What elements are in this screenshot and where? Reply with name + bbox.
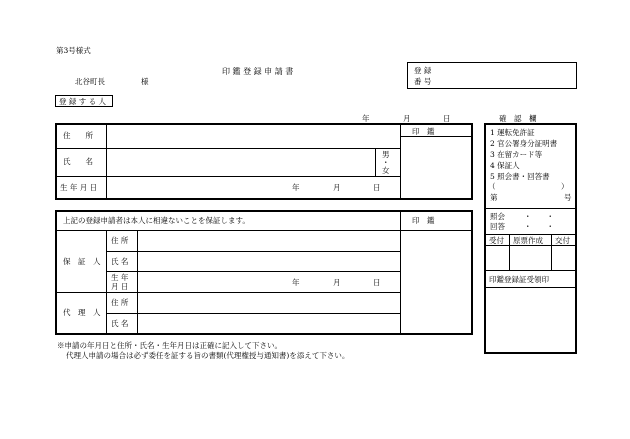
guarantor-birth-label-1: 生 年	[111, 273, 129, 282]
receipt-label: 受付	[489, 236, 504, 245]
applicant-birth-year: 年	[292, 183, 300, 192]
paren-close: ）	[561, 182, 569, 191]
inquiry-dots: ・ ・	[524, 212, 554, 221]
guarantor-name-label: 氏 名	[111, 257, 129, 266]
applicant-birth-month: 月	[333, 183, 341, 192]
guarantor-birth-label-2: 月 日	[111, 282, 129, 291]
agent-address-label: 住 所	[111, 298, 129, 307]
guarantor-seal-label: 印 鑑	[412, 216, 435, 225]
applicant-seal-label: 印 鑑	[412, 127, 435, 136]
card-receipt-label: 印鑑登録証受領印	[489, 275, 549, 284]
answer-label: 回答	[490, 222, 505, 231]
confirmation-item-5: 5 照会書・回答書	[490, 172, 550, 181]
number-go: 号	[564, 193, 572, 202]
confirmation-item-1: 1 運転免許証	[490, 128, 535, 137]
date-month: 月	[403, 114, 411, 123]
sex-female: 女	[382, 166, 390, 175]
applicant-birth-label: 生 年 月 日	[60, 183, 98, 192]
guarantor-label: 保 証 人	[63, 257, 101, 266]
form-title: 印 鑑 登 録 申 請 書	[222, 67, 294, 76]
delivery-label: 交付	[555, 236, 570, 245]
number-dai: 第	[490, 193, 498, 202]
addressee-suffix: 様	[141, 77, 149, 86]
guarantor-birth-year: 年	[292, 278, 300, 287]
guarantor-birth-month: 月	[333, 278, 341, 287]
agent-label: 代 理 人	[63, 308, 101, 317]
paren-open: （	[488, 182, 496, 191]
registrant-label-box	[55, 95, 113, 107]
applicant-name-label: 氏 名	[63, 157, 93, 166]
addressee-name: 北谷町長	[75, 77, 105, 86]
guarantor-address-label: 住 所	[111, 236, 129, 245]
registration-label-2: 番 号	[414, 77, 432, 86]
note-2: 代理人申請の場合は必ず委任を証する旨の書類(代理権授与通知書)を添えて下さい。	[66, 351, 350, 360]
date-year: 年	[362, 114, 370, 123]
form-number: 第3号様式	[56, 46, 91, 55]
registration-label-1: 登 録	[414, 66, 432, 75]
confirmation-item-3: 3 在留カード等	[490, 150, 543, 159]
sex-male: 男	[382, 150, 390, 159]
agent-name-label: 氏 名	[111, 319, 129, 328]
guarantee-statement: 上記の登録申請者は本人に相違ないことを保証します。	[63, 216, 250, 225]
guarantor-birth-day: 日	[373, 278, 381, 287]
date-day: 日	[443, 114, 451, 123]
inquiry-label: 照会	[490, 212, 505, 221]
registrant-label: 登 録 す る 人	[59, 97, 107, 106]
sex-dot: ・	[382, 158, 390, 167]
applicant-address-label: 住 所	[63, 131, 93, 140]
note-1: ※申請の年月日と住所・氏名・生年月日は正確に記入して下さい。	[57, 341, 282, 350]
confirmation-item-4: 4 保証人	[490, 161, 520, 170]
confirmation-title: 確 認 欄	[499, 114, 537, 123]
applicant-table	[55, 123, 473, 200]
registration-number-box	[407, 62, 577, 89]
original-label: 原票作成	[513, 236, 543, 245]
answer-dots: ・ ・	[524, 222, 554, 231]
confirmation-item-2: 2 官公署身分証明書	[490, 139, 558, 148]
applicant-birth-day: 日	[373, 183, 381, 192]
